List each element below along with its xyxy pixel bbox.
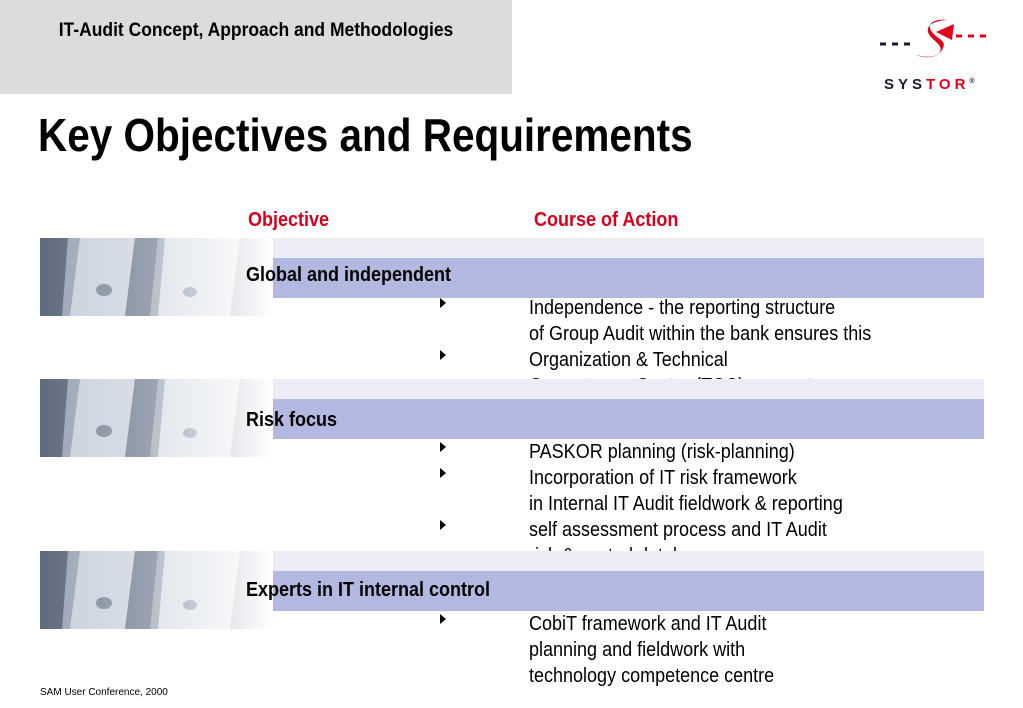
action-line: CobiT framework and IT Audit [529, 613, 767, 635]
objective-label: Risk focus [246, 409, 338, 431]
action-line: self assessment process and IT Audit [529, 519, 827, 541]
action-line: Independence - the reporting structure [529, 297, 836, 319]
action-line: PASKOR planning (risk-planning) [529, 441, 795, 463]
action-line: Organization & Technical [529, 349, 728, 371]
action-line: technology competence centre [529, 665, 775, 687]
column-header-objective: Objective [248, 209, 330, 231]
logo-text-part2: TOR [926, 76, 970, 93]
bullet-arrow-icon [440, 350, 446, 360]
action-line: in Internal IT Audit fieldwork & reporting [529, 493, 843, 515]
logo-text-part1: SYS [884, 76, 927, 93]
action-line: of Group Audit within the bank ensures this [529, 323, 872, 345]
bullet-arrow-icon [440, 442, 446, 452]
bullet-arrow-icon [440, 614, 446, 624]
photo-strip [40, 238, 273, 316]
action-line: Incorporation of IT risk framework [529, 467, 797, 489]
objective-label: Global and independent [246, 264, 452, 286]
objective-label: Experts in IT internal control [246, 579, 491, 601]
photo-strip [40, 379, 273, 457]
registered-mark: ® [969, 78, 975, 85]
action-line: planning and fieldwork with [529, 639, 746, 661]
logo-wordmark [884, 76, 975, 93]
footer-text: SAM User Conference, 2000 [40, 687, 168, 698]
page-title: Key Objectives and Requirements [38, 109, 693, 161]
photo-strip [40, 551, 273, 629]
header-box [0, 0, 512, 94]
bullet-arrow-icon [440, 468, 446, 478]
bullet-arrow-icon [440, 520, 446, 530]
bullet-arrow-icon [440, 298, 446, 308]
header-title: IT-Audit Concept, Approach and Methodologies [58, 20, 454, 41]
column-header-action: Course of Action [534, 209, 679, 231]
